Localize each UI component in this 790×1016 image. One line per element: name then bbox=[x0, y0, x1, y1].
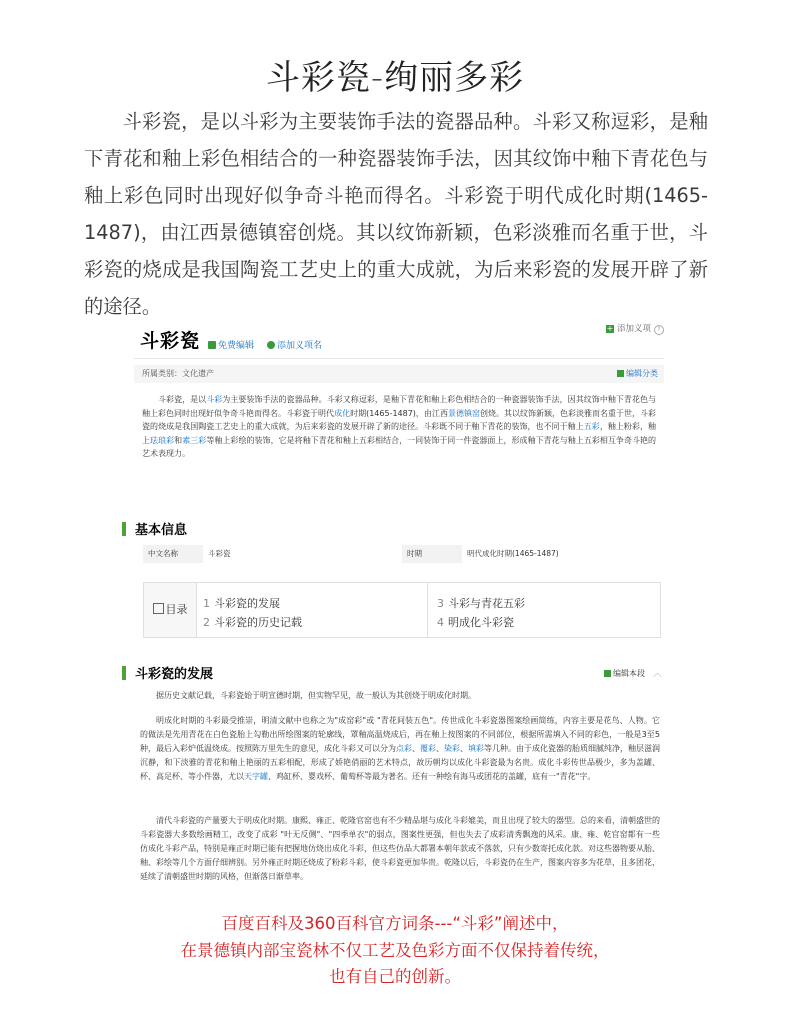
development-heading bbox=[122, 663, 213, 682]
summary-text: 和 bbox=[174, 435, 183, 445]
toc-item-number: 4 bbox=[437, 616, 444, 629]
basic-info-heading bbox=[122, 519, 187, 538]
toc-item[interactable] bbox=[437, 614, 514, 630]
paragraph-link[interactable]: 覆彩 bbox=[420, 744, 436, 753]
toc-item[interactable] bbox=[203, 595, 280, 611]
toc-item-text: 斗彩瓷的历史记载 bbox=[214, 616, 302, 629]
edit-section-link[interactable] bbox=[604, 666, 662, 679]
caption bbox=[0, 911, 790, 991]
summary-text: ，釉上粉彩，釉上 bbox=[142, 422, 657, 445]
basic-info-heading-text: 基本信息 bbox=[135, 523, 188, 538]
pencil-icon bbox=[208, 341, 216, 349]
list-icon bbox=[153, 603, 164, 614]
section-bar-icon bbox=[122, 666, 126, 680]
paragraph-text: 明成化时期的斗彩最受推崇，明清文献中也称之为"成窑彩"或 "青花间装五色"。传世成化斗彩瓷器图案绘画简练，内容主要是花鸟、人物。它的做法是先用青花在白色瓷胎上勾勒出所绘图案的轮廓线，罩釉高温烧成后，再在釉上按图案的不同部位，根据所需填入不同的彩色，一般是3至5种，最后入彩炉低温烧成。按照陈万里先生的意见，成化斗彩又可以分为 bbox=[140, 716, 660, 753]
info-value: 斗彩瓷 bbox=[208, 549, 231, 558]
category-text: 所属类别：文化遗产 bbox=[142, 369, 214, 378]
caption-line: 在景德镇内部宝瓷林不仅工艺及色彩方面不仅保持着传统， bbox=[180, 940, 610, 960]
development-paragraph: 据历史文献记载，斗彩瓷始于明宣德时期，但实物罕见，故一般认为其创烧于明成化时期。 bbox=[156, 691, 476, 700]
toc-label bbox=[144, 583, 197, 637]
category-bar bbox=[134, 365, 664, 383]
card-header bbox=[134, 322, 664, 359]
section-bar-icon bbox=[122, 522, 126, 536]
toc-item-number: 3 bbox=[437, 597, 444, 610]
add-term-name-link[interactable] bbox=[267, 338, 322, 351]
paragraph-text: 、 bbox=[460, 744, 468, 753]
add-term-label: 添加义项 bbox=[616, 324, 651, 334]
summary-text: 等釉上彩绘的装饰，它是将釉下青花和釉上五彩相结合，一同装饰于同一件瓷器面上，形成釉下青花与釉上五彩相互争奇斗艳的艺术表现力。 bbox=[142, 435, 657, 458]
table-of-contents bbox=[143, 582, 661, 638]
encyclopedia-card bbox=[134, 322, 664, 462]
plus-icon: + bbox=[606, 324, 614, 333]
help-icon[interactable]: ? bbox=[654, 325, 664, 335]
pencil-icon bbox=[604, 670, 611, 677]
add-term-name-label: 添加义项名 bbox=[277, 341, 323, 351]
summary-link[interactable]: 珐琅彩 bbox=[150, 435, 175, 445]
paragraph-text: 、 bbox=[412, 744, 420, 753]
edit-category-label: 编辑分类 bbox=[626, 369, 658, 378]
basic-info-row bbox=[143, 545, 661, 563]
paragraph-link[interactable]: 点彩 bbox=[396, 744, 412, 753]
page-title: 斗彩瓷-绚丽多彩 bbox=[265, 58, 525, 98]
development-paragraph: 清代斗彩瓷的产量要大于明成化时期。康熙、雍正、乾隆官窑也有不少精品堪与成化斗彩媲美，而且出现了较大的器型。总的来看，清朝盛世的斗彩瓷器大多数绘画精工，改变了成彩 "叶无反侧"、"四季单衣"的弱点，图案性更强，但也失去了成彩清秀飘逸的风采。康、雍、乾官窑都有一些仿成化斗彩产品，特别是雍正时期已能有把握地仿烧出成化斗彩，但这些仿品大都署本朝年款或不落款，只有少数寄托成化款。对这些器物要从胎、釉、彩绘等几个方面仔细辨别。另外雍正时期还烧成了粉彩斗彩，使斗彩瓷更加华贵。乾隆以后，斗彩瓷仍在生产，图案内容多为花草，且多团花，延续了清朝盛世时期的风格，但渐落日渐草率。 bbox=[140, 816, 660, 881]
free-edit-label: 免费编辑 bbox=[218, 341, 255, 351]
card-title: 斗彩瓷 bbox=[140, 330, 201, 352]
development-paragraph bbox=[140, 714, 660, 784]
edit-category-link[interactable] bbox=[617, 365, 658, 383]
summary-link[interactable]: 景德镇窑 bbox=[447, 408, 480, 418]
toc-item-text: 斗彩与青花五彩 bbox=[448, 597, 525, 610]
summary-link[interactable]: 五彩 bbox=[583, 422, 600, 431]
caption-line: 百度百科及360百科官方词条---“斗彩”阐述中， bbox=[221, 914, 569, 933]
toc-item-number: 1 bbox=[203, 597, 210, 610]
intro-paragraph: 斗彩瓷，是以斗彩为主要装饰手法的瓷器品种。斗彩又称逗彩，是釉下青花和釉上彩色相结合的一种瓷器装饰手法，因其纹饰中釉下青花色与釉上彩色同时出现好似争奇斗艳而得名。斗彩瓷于明代成化时期(1465-1487)，由江西景德镇窑创烧。其以纹饰新颖，色彩淡雅而名重于世，斗彩瓷的烧成是我国陶瓷工艺史上的重大成就，为后来彩瓷的发展开辟了新的途径。 bbox=[84, 110, 708, 318]
toc-item[interactable] bbox=[203, 614, 302, 630]
toc-item-text: 明成化斗彩瓷 bbox=[448, 616, 514, 629]
toc-item-number: 2 bbox=[203, 616, 210, 629]
toc-item-text: 斗彩瓷的发展 bbox=[214, 597, 280, 610]
edit-section-label: 编辑本段 bbox=[612, 669, 645, 678]
summary-link[interactable]: 斗彩 bbox=[206, 395, 223, 404]
paragraph-link[interactable]: 染彩 bbox=[444, 744, 460, 753]
chevron-up-icon[interactable]: ︿ bbox=[652, 669, 662, 679]
paragraph-link[interactable]: 天字罐 bbox=[244, 772, 268, 781]
info-label: 时期 bbox=[402, 545, 462, 563]
paragraph-text: 等几种。由于成化瓷器的胎质细腻纯净，釉层滋润沉静，和下淡雅的青花和釉上艳丽的五彩相配，形成了娇艳俏丽的艺术特点，故历朝均以成化斗彩瓷最为名贵。成化斗彩传世品极少，多为盖罐、杯、高足杯、等小件器，尤以 bbox=[140, 744, 660, 781]
paragraph-text: 、 bbox=[436, 744, 444, 753]
info-value: 明代成化时期(1465-1487) bbox=[467, 549, 559, 558]
development-heading-text: 斗彩瓷的发展 bbox=[135, 667, 214, 682]
toc-divider bbox=[427, 583, 428, 637]
add-term-button[interactable] bbox=[606, 322, 664, 335]
add-circle-icon bbox=[267, 341, 275, 349]
paragraph-text: 、鸡缸杯、婴戏杯、葡萄杯等最为著名。还有一种绘有海马或团花的盖罐，底有一"青花"字。 bbox=[268, 772, 596, 781]
summary-link[interactable]: 成化 bbox=[334, 408, 351, 418]
free-edit-link[interactable] bbox=[208, 338, 254, 351]
card-summary bbox=[142, 393, 656, 461]
summary-text: 为主要装饰手法的瓷器品种。斗彩又称逗彩，是釉下青花和釉上彩色相结合的一种瓷器装饰手法，因其纹饰中釉下青花色与釉上彩色同时出现好似争奇斗艳而得名。斗彩瓷于明代 bbox=[142, 395, 657, 418]
info-label: 中文名称 bbox=[143, 545, 203, 563]
summary-text: 时期(1465-1487)，由江西 bbox=[350, 408, 448, 418]
pencil-icon bbox=[617, 370, 624, 377]
summary-link[interactable]: 素三彩 bbox=[182, 435, 207, 445]
toc-label-text: 目录 bbox=[165, 603, 188, 616]
summary-text: 斗彩瓷，是以 bbox=[158, 395, 207, 404]
summary-text: 创烧。其以纹饰新颖，色彩淡雅而名重于世，斗彩瓷的烧成是我国陶瓷工艺史上的重大成就，为后来彩瓷的发展开辟了新的途径。斗彩既不同于釉下青花的装饰，也不同于釉上 bbox=[142, 408, 657, 431]
caption-line: 也有自己的创新。 bbox=[329, 967, 461, 986]
toc-item[interactable] bbox=[437, 595, 525, 611]
paragraph-link[interactable]: 填彩 bbox=[468, 744, 484, 753]
